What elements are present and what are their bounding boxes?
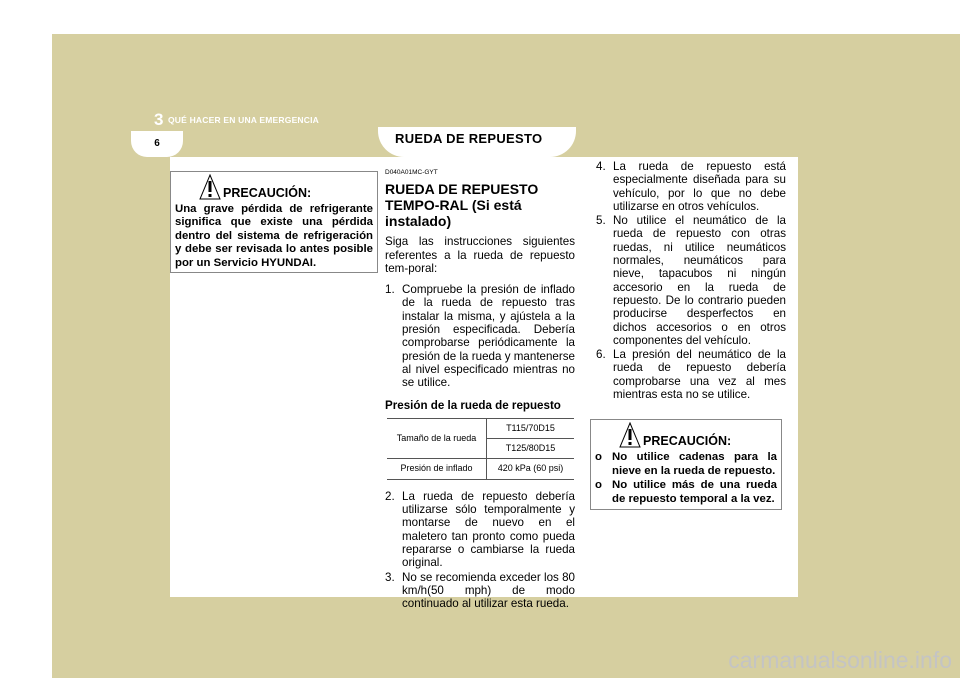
list-item: 2. La rueda de repuesto debería utilizarse sólo temporalmente y montarse de nuevo en el maletero tan pronto como pueda repararse o cambiarse la rueda original. <box>385 489 575 570</box>
chapter-title: QUÉ HACER EN UNA EMERGENCIA <box>168 115 320 125</box>
intro-paragraph: Siga las instrucciones siguientes referentes a la rueda de repuesto tem-poral: <box>385 235 575 275</box>
watermark: carmanualsonline.info <box>728 647 952 673</box>
list-item: o No utilice más de una rueda de repuesto temporal a la vez. <box>595 479 777 505</box>
size-value-2: T125/80D15 <box>487 439 575 459</box>
list-item: 6. La presión del neumático de la rueda de repuesto debería comprobarse una vez al mes mientras esta no se utilice. <box>596 348 786 402</box>
caution-list <box>595 451 777 506</box>
section-heading: RUEDA DE REPUESTO TEMPO-RAL (Si está instalado) <box>385 181 539 230</box>
section-title: RUEDA DE REPUESTO <box>395 131 543 146</box>
chapter-number: 3 <box>154 110 164 129</box>
size-label: Tamaño de la rueda <box>387 418 487 459</box>
instruction-list-b <box>385 490 575 611</box>
warning-icon <box>199 174 221 200</box>
middle-column <box>385 157 575 611</box>
caution-box-spare <box>590 419 782 510</box>
list-item: 1. Compruebe la presión de inflado de la rueda de repuesto tras instalar la misma, y ajústela a la presión especificada. Debería comprobarse periódicamente la presión de la rueda y mantenerse al nivel especificado mientras no se utilice. <box>385 283 575 390</box>
pressure-label: Presión de inflado <box>387 459 487 479</box>
instruction-list-c <box>596 160 786 401</box>
caution-box-coolant <box>170 171 378 273</box>
caution-text: Una grave pérdida de refrigerante significa que existe una pérdida dentro del sistema de refrigeración y debe ser revisada lo antes posible por un Servicio HYUNDAI. <box>175 203 373 269</box>
caution-title: PRECAUCIÓN: <box>643 434 732 449</box>
instruction-list-a <box>385 283 575 389</box>
pressure-value: 420 kPa (60 psi) <box>487 459 575 479</box>
warning-icon <box>619 422 641 448</box>
caution-title: PRECAUCIÓN: <box>223 186 312 200</box>
size-value-1: T115/70D15 <box>487 418 575 438</box>
list-item: 4. La rueda de repuesto está especialmente diseñada para su vehículo, por lo que no debe utilizarse en otros vehículos. <box>596 160 786 213</box>
page-number: 6 <box>154 138 160 149</box>
right-column <box>596 160 786 510</box>
table-heading: Presión de la rueda de repuesto <box>385 398 561 412</box>
content-panel <box>170 157 798 611</box>
list-item: o No utilice cadenas para la nieve en la rueda de repuesto. <box>595 451 777 477</box>
list-item: 3. No se recomienda exceder los 80 km/h(50 mph) de modo continuado al utilizar esta rueda. <box>385 570 575 611</box>
list-item: 5. No utilice el neumático de la rueda de repuesto con otras ruedas, ni utilice neumáticos normales, neumáticos para nieve, tapacubos ni ningún accesorio en la rueda de repuesto. De lo contrario pueden producirse desperfectos en dichos accesorios o en otros componentes del vehículo. <box>596 214 786 347</box>
section-code: D040A01MC-GYT <box>385 169 438 176</box>
spare-tire-pressure-table <box>387 418 574 480</box>
